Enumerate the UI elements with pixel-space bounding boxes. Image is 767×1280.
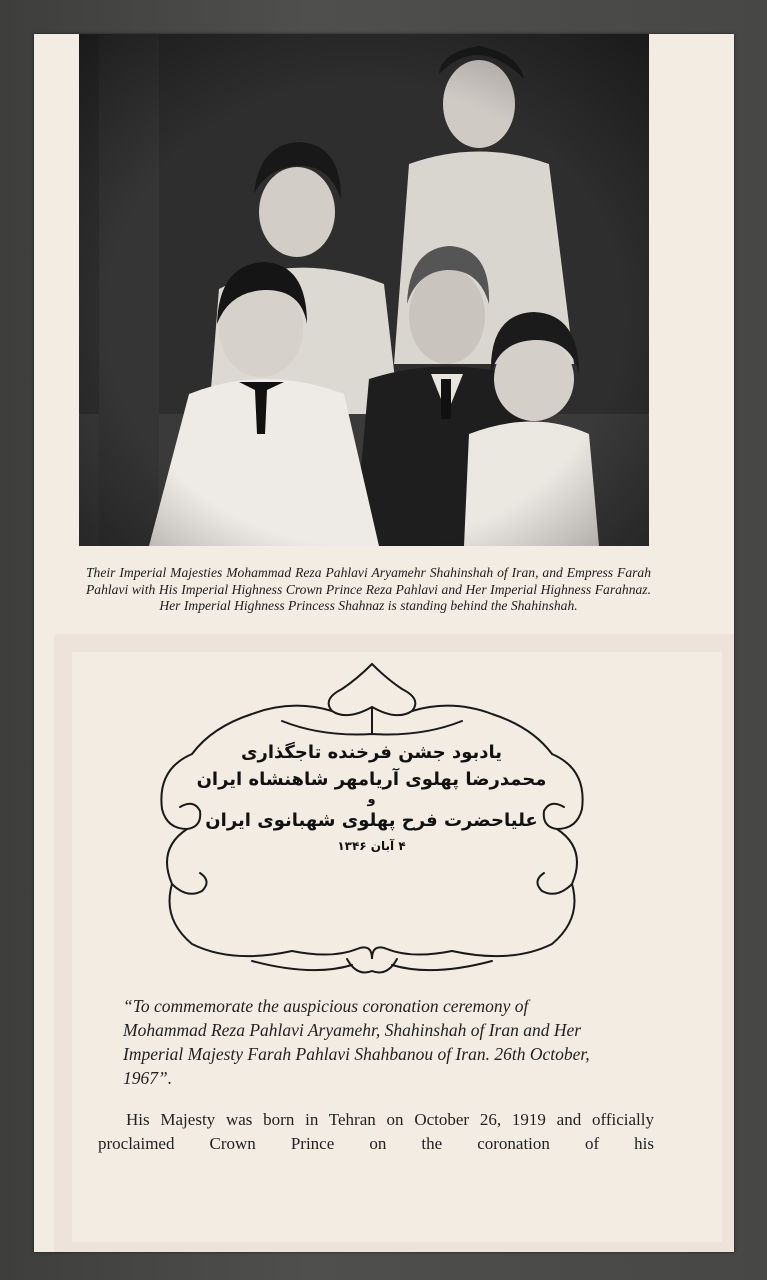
commemoration-quote [123, 994, 613, 1090]
inscription-line-3: علیاحضرت فرح پهلوی شهبانوی ایران [205, 810, 538, 831]
inscription-date: ۴ آبان ۱۳۴۶ [337, 839, 406, 853]
biography-paragraph: His Majesty was born in Tehran on October 26, 1919 and officially proclaimed Crown Prince on the coronation of his [98, 1110, 654, 1153]
photo-illustration [79, 34, 649, 546]
biography-text [98, 1108, 654, 1156]
photo-caption: Their Imperial Majesties Mohammad Reza Pahlavi Aryamehr Shahinshah of Iran, and Empress Farah Pahlavi with His Imperial Highness Crown Prince Reza Pahlavi and Her Imperial Highness Farahnaz. Her Imperial Highness Princess Shahnaz is standing behind the Shahinshah. [86, 565, 651, 613]
inscription-line-2: محمدرضا پهلوی آریامهر شاهنشاه ایران [196, 769, 547, 790]
royal-family-photograph [79, 34, 649, 546]
brochure-page [34, 34, 734, 1252]
inscription-line-1: یادبود جشن فرخنده تاجگذاری [240, 742, 503, 763]
inscription-conjunction: و [367, 792, 376, 807]
quote-text: “To commemorate the auspicious coronation ceremony of Mohammad Reza Pahlavi Aryamehr, Shahinshah of Iran and Her Imperial Majesty Farah Pahlavi Shahbanou of Iran. 26th October, 1967”. [123, 996, 590, 1088]
persian-inscription [174, 739, 569, 858]
